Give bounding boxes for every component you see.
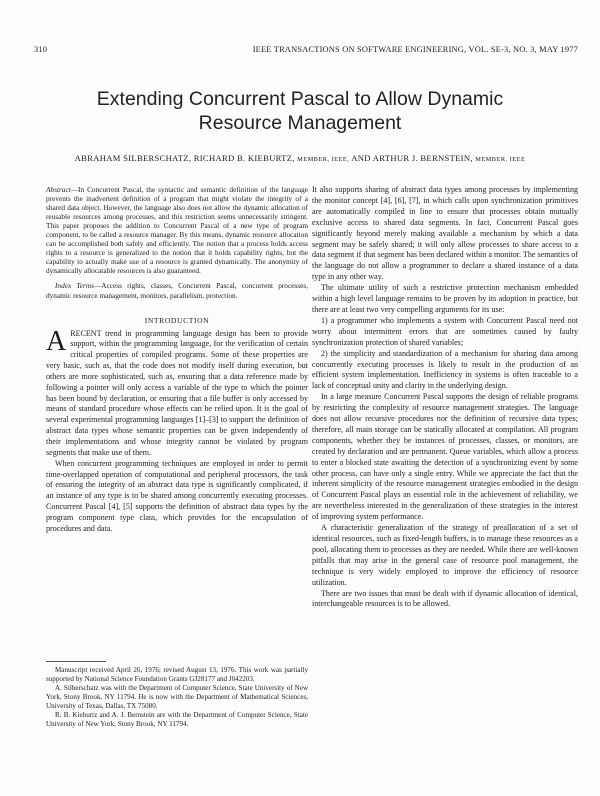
authors-part-2: AND ARTHUR J. BERNSTEIN, [349, 153, 476, 163]
member-designation-2: MEMBER, IEEE [475, 156, 526, 163]
page-number: 310 [34, 45, 48, 54]
index-terms-label: Index Terms [55, 281, 94, 291]
author-line [20, 153, 580, 163]
journal-title: IEEE TRANSACTIONS ON SOFTWARE ENGINEERING, VOL. SE-3, NO. 3, MAY 1977 [252, 45, 578, 54]
intro-lead-word: RECENT [70, 328, 102, 338]
footnote-kieburtz-bernstein: R. B. Kieburtz and A. J. Bernstein are with the Department of Computer Science, State University of New York, Stony Brook, NY 11794. [46, 711, 308, 729]
intro-paragraph-2: When concurrent programming techniques are employed in order to permit time-overlapped operation of computational and peripheral processors, the task of ensuring the integrity of an abstract data type is significantly complicated, if an instance of any type is to be shared among concurrently executing processes. Concurrent Pascal [4], [5] supports the definition of abstract data types by the program component type class, which provides for the encapsulation of procedures and data. [46, 458, 308, 533]
index-terms [46, 281, 308, 299]
right-paragraph-6: A characteristic generalization of the strategy of preallocation of a set of identical resources, such as fixed-length buffers, is to manage these resources as a pool, allocating them to processes as they are needed. While there are well-known pitfalls that may arise in the general case of resource pool management, the technique is very widely employed to improve the efficiency of resource utilization. [312, 523, 578, 587]
member-designation-1: MEMBER, IEEE, [297, 156, 350, 163]
title-line-2: Resource Management [198, 112, 402, 134]
section-heading-introduction: INTRODUCTION [144, 315, 210, 325]
intro-paragraph-1 [46, 325, 308, 459]
right-column [312, 185, 578, 610]
authors-part-1: ABRAHAM SILBERSCHATZ, RICHARD B. KIEBURTZ, [74, 153, 298, 163]
title-line-1: Extending Concurrent Pascal to Allow Dynamic [96, 88, 504, 110]
right-paragraph-1: It also supports sharing of abstract data types among processes by implementing the monitor concept [4], [6], [7], in which calls upon synchronization primitives are automatically compiled in line to ensure that processes obtain mutually exclusive access to shared data segments. In fact, Concurrent Pascal goes significantly beyond merely making available a mechanism by which a data segment may be safely shared; it will only allow processes to share access to a data segment if that segment has been declared within a monitor. The semantics of the language do not allow a programmer to declare a shared instance of a data type in any other way. [312, 185, 578, 282]
footnote-manuscript: Manuscript received April 26, 1976; revised August 13, 1976. This work was partially supported by National Science Foundation Grants GJ28177 and J042203. [46, 666, 308, 684]
footnote-rule [46, 661, 106, 662]
index-terms-text: —Access rights, classes, Concurrent Pascal, concurrent processes, dynamic resource management, monitors, parallelism, protection. [46, 281, 309, 300]
right-paragraph-7: There are two issues that must be dealt with if dynamic allocation of identical, interchangeable resources is to be allowed. [312, 588, 578, 609]
drop-cap: A [46, 325, 67, 357]
intro-p1-text: trend in programming language design has been to provide support, within the programming language, for the verification of certain critical properties of compiled programs. Some of these properties are very basic, such as, that the code does not modify itself during execution, but others are more sophisticated, such as, ensuring that a data reference made by following a pointer will only access a variable of the type to which the pointer has been bound by declaration, or ensuring that a file buffer is only accessed by means of standard procedure whose effects can be relied upon. It is the goal of several experimental programming languages [1]–[3] to support the definition of abstract data types whose semantic properties can be given independently of their implementations and whose integrity cannot be violated by program segments that make use of them. [46, 328, 308, 457]
abstract-text: —In Concurrent Pascal, the syntactic and semantic definition of the language prevents the inadvertent definition of a program that might violate the integrity of a shared data object. However, the language also does not allow the dynamic allocation of reusable resources among processes, and this restriction seems unnecessarily stringent. This paper proposes the addition to Concurrent Pascal of a new type of program component, to be called a resource manager. By this means, dynamic resource allocation can be accomplished both safely and efficiently. The notion that a process holds access rights to a resource is generalized to the notion that it holds capability rights, but the capability to actually make use of a resource is granted dynamically. The anonymity of dynamically allocatable resources is also guaranteed. [46, 185, 308, 276]
paper-title [0, 87, 600, 135]
abstract-label: Abstract [46, 185, 71, 194]
right-paragraph-5: In a large measure Concurrent Pascal supports the design of reliable programs by restricting the complexity of resource management strategies. The language does not allow recursive procedures nor the definition of recursive data types; therefore, all main storage can be statically allocated at compilation. All program components, whether they be instances of processes, classes, or monitors, are created by declaration and are permanent. Queue variables, which allow a process to enter a blocked state awaiting the detection of a synchronizing event by some other process, can have only a single entry. While we appreciate the fact that the inherent simplicity of the resource management strategies embodied in the design of Concurrent Pascal plays an essential role in the achievement of reliability, we are nevertheless interested in the generalization of these strategies in the interest of improving system performance. [312, 392, 578, 522]
right-paragraph-4: 2) the simplicity and standardization of a mechanism for sharing data among concurrently executing processes is likely to result in the production of an efficient system implementation. Inefficiency in systems is often traceable to a lack of conceptual unity and clarity in the underlying design. [312, 348, 578, 391]
right-paragraph-3: 1) a programmer who implements a system with Concurrent Pascal need not worry about intermittent errors that are sometimes caused by faulty synchronization protection of shared variables; [312, 315, 578, 347]
abstract [46, 185, 308, 275]
footnotes [46, 661, 308, 729]
right-paragraph-2: The ultimate utility of such a restrictive protection mechanism embedded within a high level language remains to be proven by its adoption in practice, but there are at least two very compelling arguments for its use: [312, 283, 578, 314]
footnote-silberschatz: A. Silberschatz was with the Department of Computer Science, State University of New York, Stony Brook, NY 11794. He is now with the Department of Mathematical Sciences, University of Texas, Dallas, TX 75080. [46, 684, 308, 711]
left-column [46, 185, 308, 535]
